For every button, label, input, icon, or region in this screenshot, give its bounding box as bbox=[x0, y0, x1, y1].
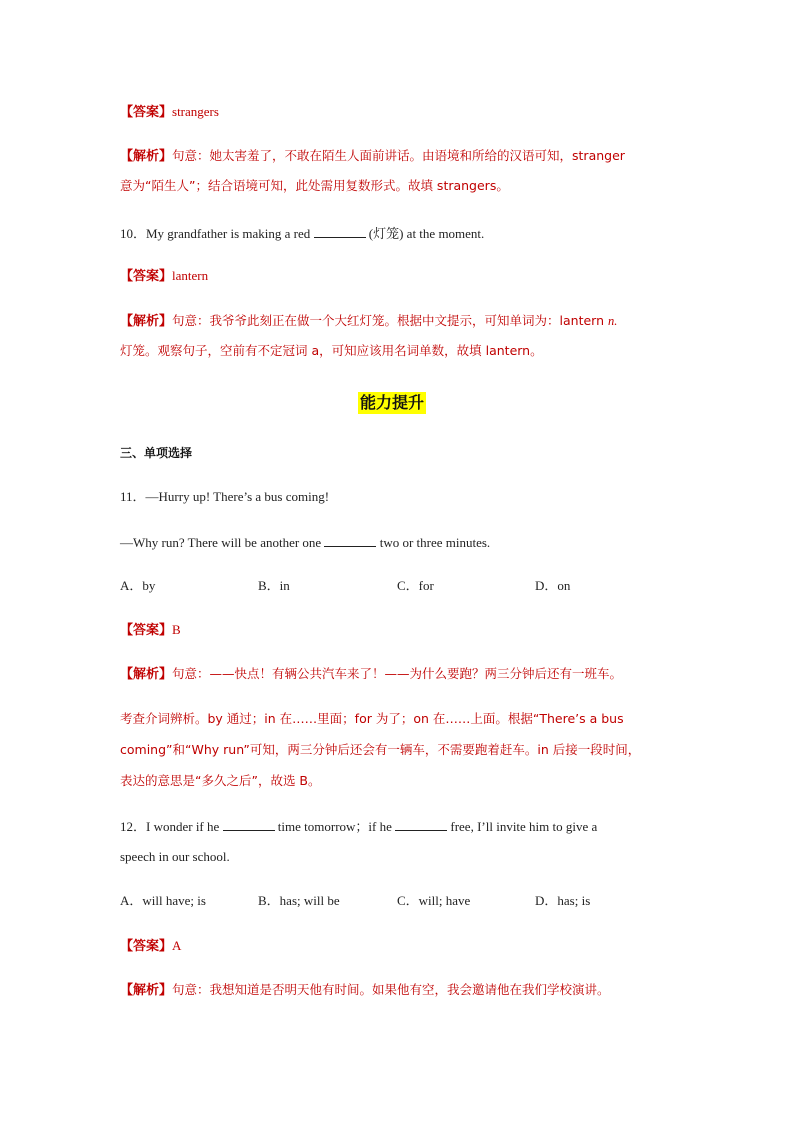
q12-blank-2 bbox=[395, 818, 447, 831]
q11-answer: B bbox=[172, 622, 181, 637]
q11-line2 bbox=[120, 534, 490, 551]
q10-analysis-text1a: 句意：我爷爷此刻正在做一个大红灯笼。根据中文提示，可知单词为：lantern bbox=[172, 313, 605, 328]
q11-analysis-line2: 考查介词辨析。by 通过；in 在……里面；for 为了；on 在……上面。根据“There’s a bus bbox=[120, 711, 624, 726]
q11-analysis-line4: 表达的意思是“多久之后”，故选 B。 bbox=[120, 773, 321, 788]
analysis-tag: 【解析】 bbox=[120, 149, 173, 164]
q12-option-a: A．will have; is bbox=[120, 893, 206, 908]
q10-analysis-line2: 灯笼。观察句子，空前有不定冠词 a，可知应该用名词单数，故填 lantern。 bbox=[120, 343, 543, 358]
q9-answer-line bbox=[120, 104, 219, 121]
q11-line2-prefix: —Why run? There will be another one bbox=[120, 535, 322, 550]
q12-answer-line bbox=[120, 938, 181, 955]
q11-option-d: D．on bbox=[535, 578, 571, 593]
q11-line1: 11．—Hurry up! There’s a bus coming! bbox=[120, 489, 330, 504]
q11-line2-suffix: two or three minutes. bbox=[379, 535, 491, 550]
q12-blank-1 bbox=[223, 818, 275, 831]
section-title: 三、单项选择 bbox=[120, 446, 193, 460]
analysis-tag: 【解析】 bbox=[120, 667, 173, 682]
q9-analysis-text1: 句意：她太害羞了，不敢在陌生人面前讲话。由语境和所给的汉语可知，stranger bbox=[172, 148, 625, 163]
q10-blank bbox=[314, 225, 366, 238]
q11-analysis-line1 bbox=[120, 666, 622, 683]
q12-line1-b: time tomorrow；if he bbox=[277, 819, 392, 834]
answer-tag: 【答案】 bbox=[120, 623, 173, 638]
q11-blank bbox=[324, 534, 376, 547]
q12-analysis-text1: 句意：我想知道是否明天他有时间。如果他有空，我会邀请他在我们学校演讲。 bbox=[172, 982, 610, 997]
q12-line1 bbox=[120, 818, 597, 835]
q12-line2: speech in our school. bbox=[120, 849, 230, 864]
section-heading: 能力提升 bbox=[360, 393, 425, 412]
q10-analysis-line1 bbox=[120, 313, 617, 330]
q9-analysis-line2: 意为“陌生人”；结合语境可知，此处需用复数形式。故填 strangers。 bbox=[120, 178, 509, 193]
q9-analysis-line1 bbox=[120, 148, 625, 165]
q12-line1-a: 12．I wonder if he bbox=[120, 819, 220, 834]
q12-answer: A bbox=[172, 938, 182, 953]
q10-prefix: 10．My grandfather is making a red bbox=[120, 226, 311, 241]
q11-option-b: B．in bbox=[258, 578, 290, 593]
q11-analysis-line3: coming”和“Why run”可知，两三分钟后还会有一辆车，不需要跑着赶车。in 后接一段时间， bbox=[120, 742, 641, 757]
q12-option-d: D．has; is bbox=[535, 893, 591, 908]
q11-option-c: C．for bbox=[397, 578, 434, 593]
answer-tag: 【答案】 bbox=[120, 269, 173, 284]
q10-answer: lantern bbox=[172, 268, 209, 283]
q11-option-a: A．by bbox=[120, 578, 156, 593]
q12-option-b: B．has; will be bbox=[258, 893, 340, 908]
q11-analysis-text1: 句意：——快点！有辆公共汽车来了！——为什么要跑？两三分钟后还有一班车。 bbox=[172, 666, 623, 681]
q9-answer: strangers bbox=[172, 104, 219, 119]
analysis-tag: 【解析】 bbox=[120, 314, 173, 329]
q10-answer-line bbox=[120, 268, 208, 285]
q12-line1-c: free, I’ll invite him to give a bbox=[450, 819, 598, 834]
answer-tag: 【答案】 bbox=[120, 105, 173, 120]
q12-analysis-line1 bbox=[120, 982, 610, 999]
analysis-tag: 【解析】 bbox=[120, 983, 173, 998]
q10-question bbox=[120, 225, 484, 242]
answer-tag: 【答案】 bbox=[120, 939, 173, 954]
q12-option-c: C．will; have bbox=[397, 893, 471, 908]
q10-analysis-pos: n. bbox=[608, 314, 618, 328]
q10-suffix: (灯笼) at the moment. bbox=[368, 226, 485, 241]
q11-answer-line bbox=[120, 622, 181, 639]
